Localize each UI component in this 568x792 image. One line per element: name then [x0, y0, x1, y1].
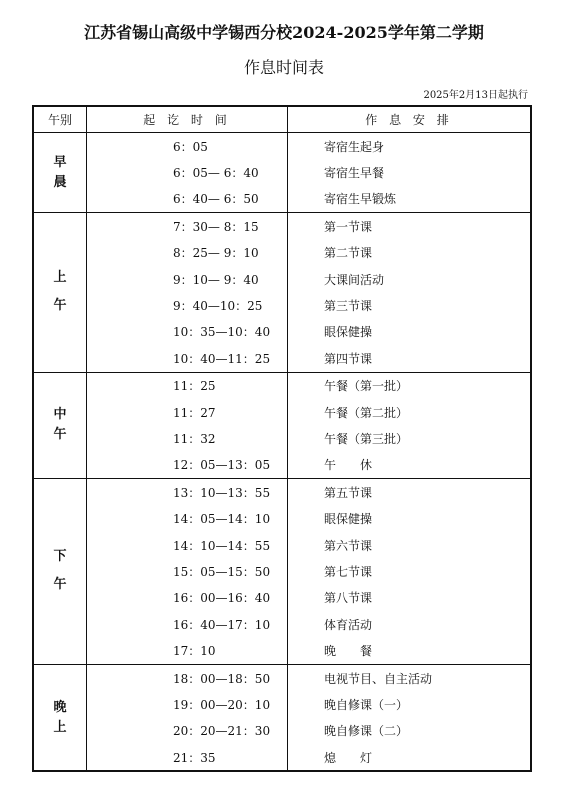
- time-cell: 19：00—20：10: [87, 691, 288, 717]
- activity-cell: 晚 餐: [288, 637, 532, 664]
- table-row: [33, 718, 531, 744]
- table-row: [33, 558, 531, 584]
- table-row: [33, 505, 531, 531]
- time-cell: 17：10: [87, 637, 288, 664]
- period-text: 中午: [53, 407, 67, 443]
- activity-cell: 第五节课: [288, 479, 532, 506]
- time-cell: 11：32: [87, 425, 288, 451]
- document-title: 江苏省锡山高级中学锡西分校2024-2025学年第二学期: [84, 23, 484, 42]
- activity-cell: 第一节课: [288, 213, 532, 240]
- time-cell: 16：40—17：10: [87, 611, 288, 637]
- time-cell: 21：35: [87, 744, 288, 771]
- period-label: [33, 133, 87, 213]
- activity-cell: 寄宿生起身: [288, 133, 532, 160]
- activity-cell: 第六节课: [288, 532, 532, 558]
- time-cell: 6：05: [87, 133, 288, 160]
- time-cell: 9：10— 9：40: [87, 266, 288, 292]
- activity-cell: 眼保健操: [288, 319, 532, 345]
- activity-cell: 晚自修课（一）: [288, 691, 532, 717]
- time-cell: 12：05—13：05: [87, 452, 288, 479]
- activity-cell: 午餐（第三批）: [288, 425, 532, 451]
- period-text: 晚上: [53, 699, 67, 735]
- table-row: [33, 372, 531, 399]
- table-row: [33, 345, 531, 372]
- period-label: [33, 213, 87, 372]
- time-cell: 16：00—16：40: [87, 585, 288, 611]
- table-row: [33, 532, 531, 558]
- time-cell: 7：30— 8：15: [87, 213, 288, 240]
- table-row: [33, 399, 531, 425]
- activity-cell: 寄宿生早锻炼: [288, 186, 532, 213]
- activity-cell: 午餐（第二批）: [288, 399, 532, 425]
- table-row: [33, 611, 531, 637]
- table-row: [33, 292, 531, 318]
- table-row: [33, 133, 531, 160]
- schedule-body: [33, 133, 531, 772]
- table-row: [33, 319, 531, 345]
- time-cell: 6：05— 6：40: [87, 159, 288, 185]
- activity-cell: 第二节课: [288, 240, 532, 266]
- activity-cell: 午餐（第一批）: [288, 372, 532, 399]
- activity-cell: 晚自修课（二）: [288, 718, 532, 744]
- activity-cell: 熄 灯: [288, 744, 532, 771]
- table-row: [33, 585, 531, 611]
- table-row: [33, 744, 531, 771]
- time-cell: 20：20—21：30: [87, 718, 288, 744]
- period-text: 上午: [53, 270, 67, 314]
- table-row: [33, 240, 531, 266]
- table-row: [33, 691, 531, 717]
- time-cell: 13：10—13：55: [87, 479, 288, 506]
- period-text: 早晨: [53, 154, 67, 190]
- activity-cell: 午 休: [288, 452, 532, 479]
- time-cell: 11：27: [87, 399, 288, 425]
- table-row: [33, 213, 531, 240]
- table-header-row: [33, 106, 531, 133]
- column-header-activity: 作 息 安 排: [288, 106, 532, 133]
- time-cell: 9：40—10：25: [87, 292, 288, 318]
- schedule-table: [32, 105, 532, 772]
- table-row: [33, 452, 531, 479]
- time-cell: 15：05—15：50: [87, 558, 288, 584]
- time-cell: 18：00—18：50: [87, 664, 288, 691]
- activity-cell: 第七节课: [288, 558, 532, 584]
- time-cell: 8：25— 9：10: [87, 240, 288, 266]
- table-row: [33, 479, 531, 506]
- table-row: [33, 186, 531, 213]
- time-cell: 10：35—10：40: [87, 319, 288, 345]
- period-label: [33, 664, 87, 771]
- activity-cell: 体育活动: [288, 611, 532, 637]
- period-label: [33, 479, 87, 665]
- column-header-period: 午别: [33, 106, 87, 133]
- time-cell: 14：05—14：10: [87, 505, 288, 531]
- time-cell: 14：10—14：55: [87, 532, 288, 558]
- period-text: 下午: [53, 549, 67, 593]
- activity-cell: 电视节目、自主活动: [288, 664, 532, 691]
- table-row: [33, 266, 531, 292]
- time-cell: 10：40—11：25: [87, 345, 288, 372]
- table-row: [33, 637, 531, 664]
- time-cell: 11：25: [87, 372, 288, 399]
- activity-cell: 眼保健操: [288, 505, 532, 531]
- activity-cell: 大课间活动: [288, 266, 532, 292]
- column-header-time: 起 讫 时 间: [87, 106, 288, 133]
- period-label: [33, 372, 87, 479]
- effective-date: 2025年2月13日起执行: [423, 90, 528, 101]
- activity-cell: 第四节课: [288, 345, 532, 372]
- activity-cell: 第八节课: [288, 585, 532, 611]
- document-subtitle: 作息时间表: [243, 58, 324, 77]
- table-row: [33, 159, 531, 185]
- table-row: [33, 425, 531, 451]
- table-row: [33, 664, 531, 691]
- time-cell: 6：40— 6：50: [87, 186, 288, 213]
- activity-cell: 第三节课: [288, 292, 532, 318]
- activity-cell: 寄宿生早餐: [288, 159, 532, 185]
